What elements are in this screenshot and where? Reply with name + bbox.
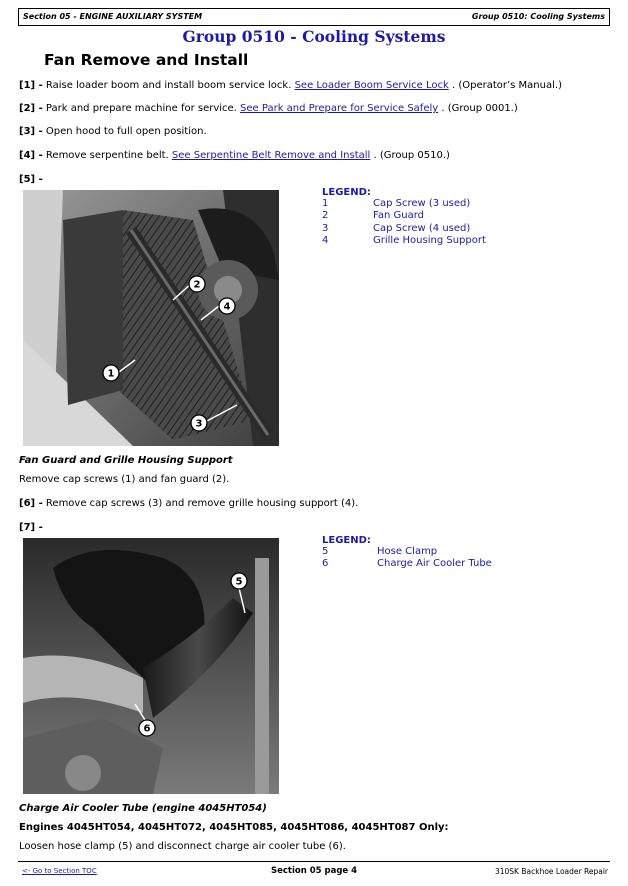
step-number: [1] - xyxy=(19,80,43,91)
step-5 xyxy=(19,174,43,185)
step-2 xyxy=(19,103,518,114)
page-footer xyxy=(18,861,610,878)
header-section: Section 05 - ENGINE AUXILIARY SYSTEM xyxy=(23,12,203,21)
step-text: Park and prepare machine for service. xyxy=(42,103,241,114)
legend-number: 4 xyxy=(322,234,329,246)
step-ref: . (Group 0510.) xyxy=(370,150,450,161)
step-text: Remove cap screws (3) and remove grille housing support (4). xyxy=(42,498,359,509)
step-number: [7] - xyxy=(19,522,43,533)
legend-item xyxy=(322,558,492,570)
legend-text: Charge Air Cooler Tube xyxy=(377,558,492,570)
charge-air-cooler-illustration xyxy=(23,538,279,794)
fan-guard-illustration xyxy=(23,190,279,446)
step-number: [3] - xyxy=(19,126,43,137)
manual-name: 310SK Backhoe Loader Repair xyxy=(494,867,608,876)
step-ref: . (Operator’s Manual.) xyxy=(448,80,562,91)
svg-text:4: 4 xyxy=(223,301,231,313)
step-1 xyxy=(19,80,562,91)
figure-1-instruction: Remove cap screws (1) and fan guard (2). xyxy=(19,474,230,485)
step-7 xyxy=(19,522,43,533)
legend-item xyxy=(322,546,438,558)
legend-item xyxy=(322,210,424,222)
legend-number: 3 xyxy=(322,222,329,234)
legend-item xyxy=(322,198,471,210)
step-number: [6] - xyxy=(19,498,43,509)
step-number: [4] - xyxy=(19,150,43,161)
legend-number: 6 xyxy=(322,558,329,570)
legend-item xyxy=(322,222,471,235)
step-ref: . (Group 0001.) xyxy=(438,103,518,114)
step-text: Remove serpentine belt. xyxy=(42,150,172,161)
legend-figure-2 xyxy=(322,535,492,571)
legend-text: Hose Clamp xyxy=(377,546,438,557)
svg-text:1: 1 xyxy=(107,368,115,380)
step-text: Open hood to full open position. xyxy=(42,126,207,137)
legend-title: LEGEND: xyxy=(322,535,371,546)
procedure-title: Fan Remove and Install xyxy=(44,51,249,69)
header-group: Group 0510: Cooling Systems xyxy=(471,12,605,21)
engine-applicability: Engines 4045HT054, 4045HT072, 4045HT085, 4045HT086, 4045HT087 Only: xyxy=(19,822,449,833)
svg-text:6: 6 xyxy=(143,723,151,735)
legend-number: 5 xyxy=(322,546,329,557)
step-3 xyxy=(19,126,207,137)
step-4 xyxy=(19,150,450,161)
step-6 xyxy=(19,498,358,509)
step-text: Raise loader boom and install boom service lock. xyxy=(42,80,295,91)
legend-text: Fan Guard xyxy=(373,210,424,222)
legend-number: 1 xyxy=(322,198,329,209)
svg-text:2: 2 xyxy=(193,279,201,291)
legend-text: Cap Screw (4 used) xyxy=(373,222,471,234)
step-number: [2] - xyxy=(19,103,43,114)
step-number: [5] - xyxy=(19,174,43,185)
legend-title: LEGEND: xyxy=(322,187,371,198)
legend-number: 2 xyxy=(322,210,329,222)
charge-air-cooler-photo xyxy=(23,538,279,794)
legend-item xyxy=(322,234,486,247)
legend-text: Cap Screw (3 used) xyxy=(373,198,471,209)
group-title: Group 0510 - Cooling Systems xyxy=(182,27,446,46)
figure-2-instruction: Loosen hose clamp (5) and disconnect charge air cooler tube (6). xyxy=(19,841,346,852)
svg-text:5: 5 xyxy=(235,576,243,588)
page-number: Section 05 page 4 xyxy=(270,866,358,876)
svg-text:3: 3 xyxy=(195,418,203,430)
serpentine-belt-link[interactable]: See Serpentine Belt Remove and Install xyxy=(171,150,371,161)
loader-boom-service-lock-link[interactable]: See Loader Boom Service Lock xyxy=(294,80,449,91)
figure-1-caption: Fan Guard and Grille Housing Support xyxy=(19,455,233,466)
figure-2-caption: Charge Air Cooler Tube (engine 4045HT054) xyxy=(19,803,267,814)
fan-guard-photo xyxy=(23,190,279,446)
park-prepare-service-link[interactable]: See Park and Prepare for Service Safely xyxy=(240,103,439,114)
legend-text: Grille Housing Support xyxy=(373,234,486,246)
go-to-section-toc-link[interactable]: <- Go to Section TOC xyxy=(22,867,97,875)
page-header xyxy=(18,8,610,26)
legend-figure-1 xyxy=(322,187,486,247)
